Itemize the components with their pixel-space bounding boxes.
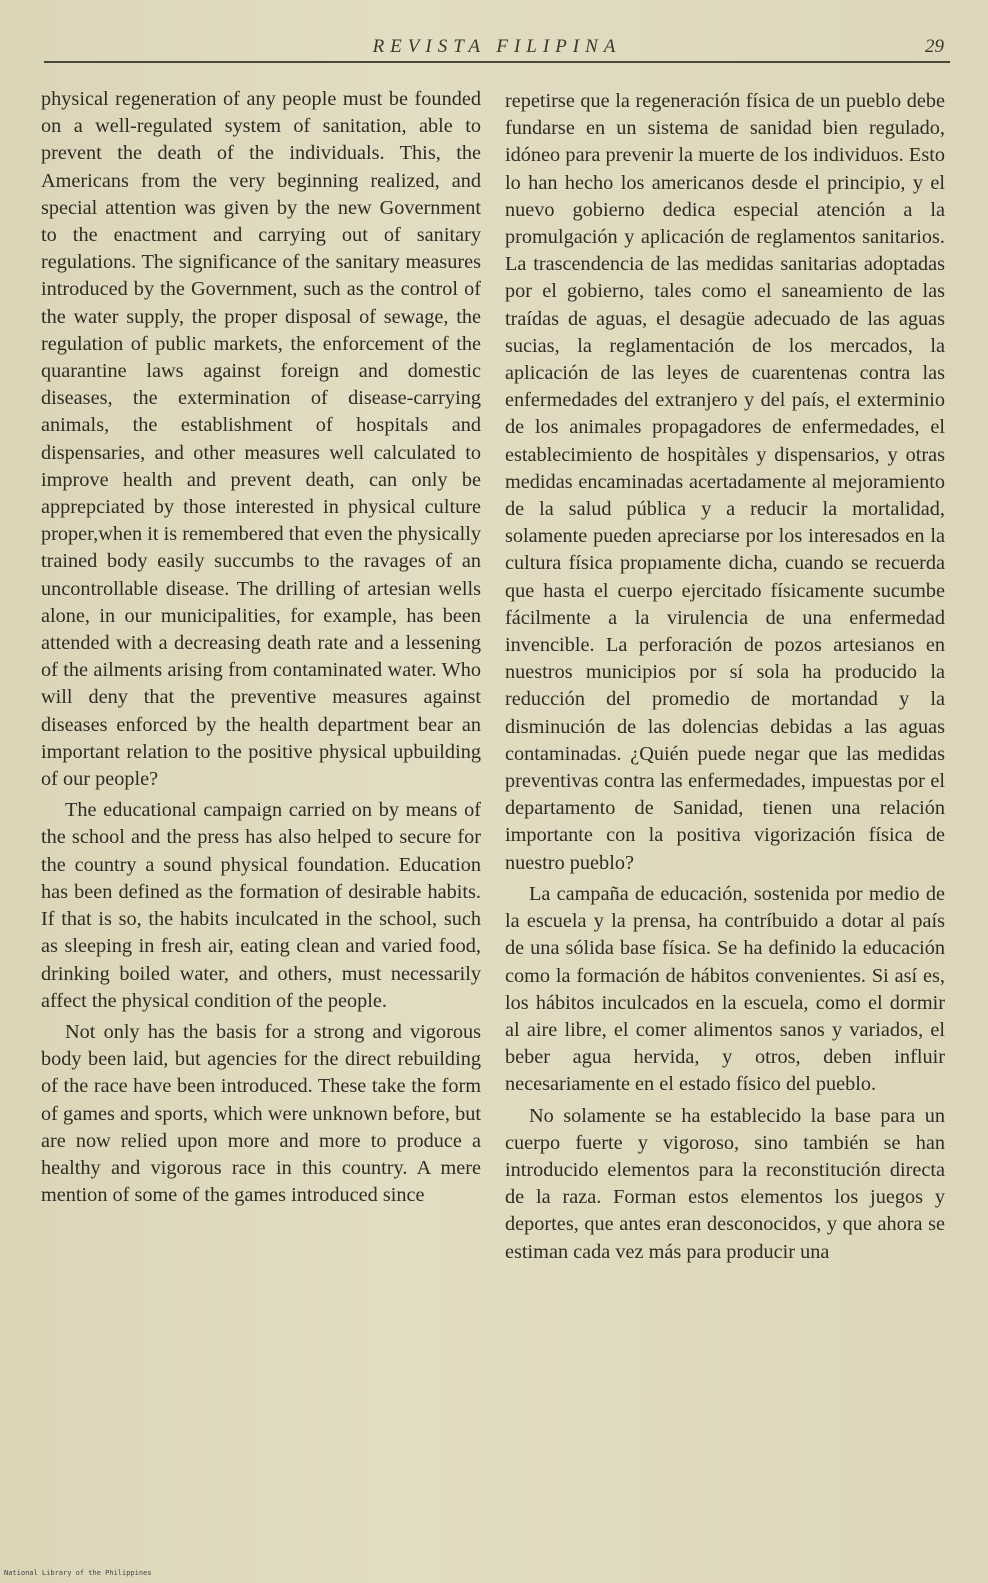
english-paragraph-2: The educational campaign carried on by means of the school and the press has also helped to secure for the country a sound physical foundation. Education has been defined as the formation of desirable habits. If that is so, the habits inculcated in the school, such as sleeping in fresh air, eating clean and varied food, drinking boiled water, and others, must necessarily affect the physical condition of the people.	[41, 799, 481, 1012]
english-column	[41, 86, 481, 1213]
running-header	[44, 36, 950, 66]
spanish-column	[505, 88, 945, 1270]
spanish-paragraph-3: No solamente se ha establecido la base para un cuerpo fuerte y vigoroso, sino también se han introducido elementos para la reconstitución directa de la raza. Forman estos elementos los juegos y deportes, que antes eran desconocidos, y que ahora se estiman cada vez más para producir una	[505, 1104, 945, 1263]
header-rule	[44, 61, 950, 63]
english-paragraph-3: Not only has the basis for a strong and vigorous body been laid, but agencies for the direct rebuilding of the race have been introduced. These take the form of games and sports, which were unknown before, but are now relied upon more and more to produce a healthy and vigorous race in this country. A mere mention of some of the games introduced since	[41, 1020, 481, 1207]
spanish-paragraph-1: repetirse que la regeneración física de un pueblo debe fundarse en un sistema de sanidad bien regulado, idóneo para prevenir la muerte de los individuos. Esto lo han hecho los americanos desde el principio, y el nuevo gobierno dedica especial atención a la promulgación y aplicación de reglamentos sanitarios. La trascendencia de las medidas sanitarias adoptadas por el gobierno, tales como el saneamiento de las traídas de aguas, el desagüe adecuado de las aguas sucias, la reglamentación de los mercados, la aplicación de las leyes de cuarentenas contra las enfermedades del extranjero y del país, el exterminio de los animales propagadores de enfermedades, el establecimiento de hospitàles y dispensarios, y otras medidas encaminadas acertadamente al mejoramiento de la salud pública y a reducir la mortalidad, solamente pueden apreciarse por los interesados en la cultura física propıamente dicha, cuando se recuerda que hasta el cuerpo ejercitado físicamente sucumbe fácilmente a la virulencia de una enfermedad invencible. La perforación de pozos artesianos en nuestros municipios por sí sola ha producido la reducción del promedio de mortandad y la disminución de las dolencias debidas a las aguas contaminadas. ¿Quién puede negar que las medidas preventivas contra las enfermedades, impuestas por el departamento de Sanidad, tienen una relación importante con la positiva vigorización física de nuestro pueblo?	[505, 90, 945, 874]
english-paragraph-1: physical regeneration of any people must be founded on a well-regulated system of sanitation, able to prevent the death of the individuals. This, the Americans from the very beginning realized, and special attention was given by the new Government to the enactment and carrying out of sanitary regulations. The significance of the sanitary measures introduced by the Government, such as the control of the water supply, the proper disposal of sewage, the regulation of public markets, the enforcement of the quarantine laws against foreign and domestic diseases, the extermination of disease-carrying animals, the establishment of hospitals and dispensaries, and other measures well calculated to improve health and prevent death, can only be apprepciated by those interested in physical culture proper,when it is remembered that even the physically trained body easily succumbs to the ravages of an uncontrollable disease. The drilling of artesian wells alone, in our municipalities, for example, has been attended with a decreasing death rate and a lessening of the ailments arising from contaminated water. Who will deny that the preventive measures against diseases enforced by the health department bear an important relation to the positive physical upbuilding of our people?	[41, 88, 481, 791]
library-credit: National Library of the Philippines	[4, 1569, 152, 1577]
spanish-paragraph-2: La campaña de educación, sostenida por medio de la escuela y la prensa, ha contríbuido a dotar al país de una sólida base física. Se ha definido la educación como la formación de hábitos convenientes. Si así es, los hábitos inculcados en la escuela, como el dormir al aire libre, el comer alimentos sanos y variados, el beber agua hervida, y otros, deben influir necesariamente en el estado físico del pueblo.	[505, 882, 945, 1096]
page-number: 29	[925, 36, 944, 57]
journal-title: REVISTA FILIPINA	[372, 36, 622, 57]
